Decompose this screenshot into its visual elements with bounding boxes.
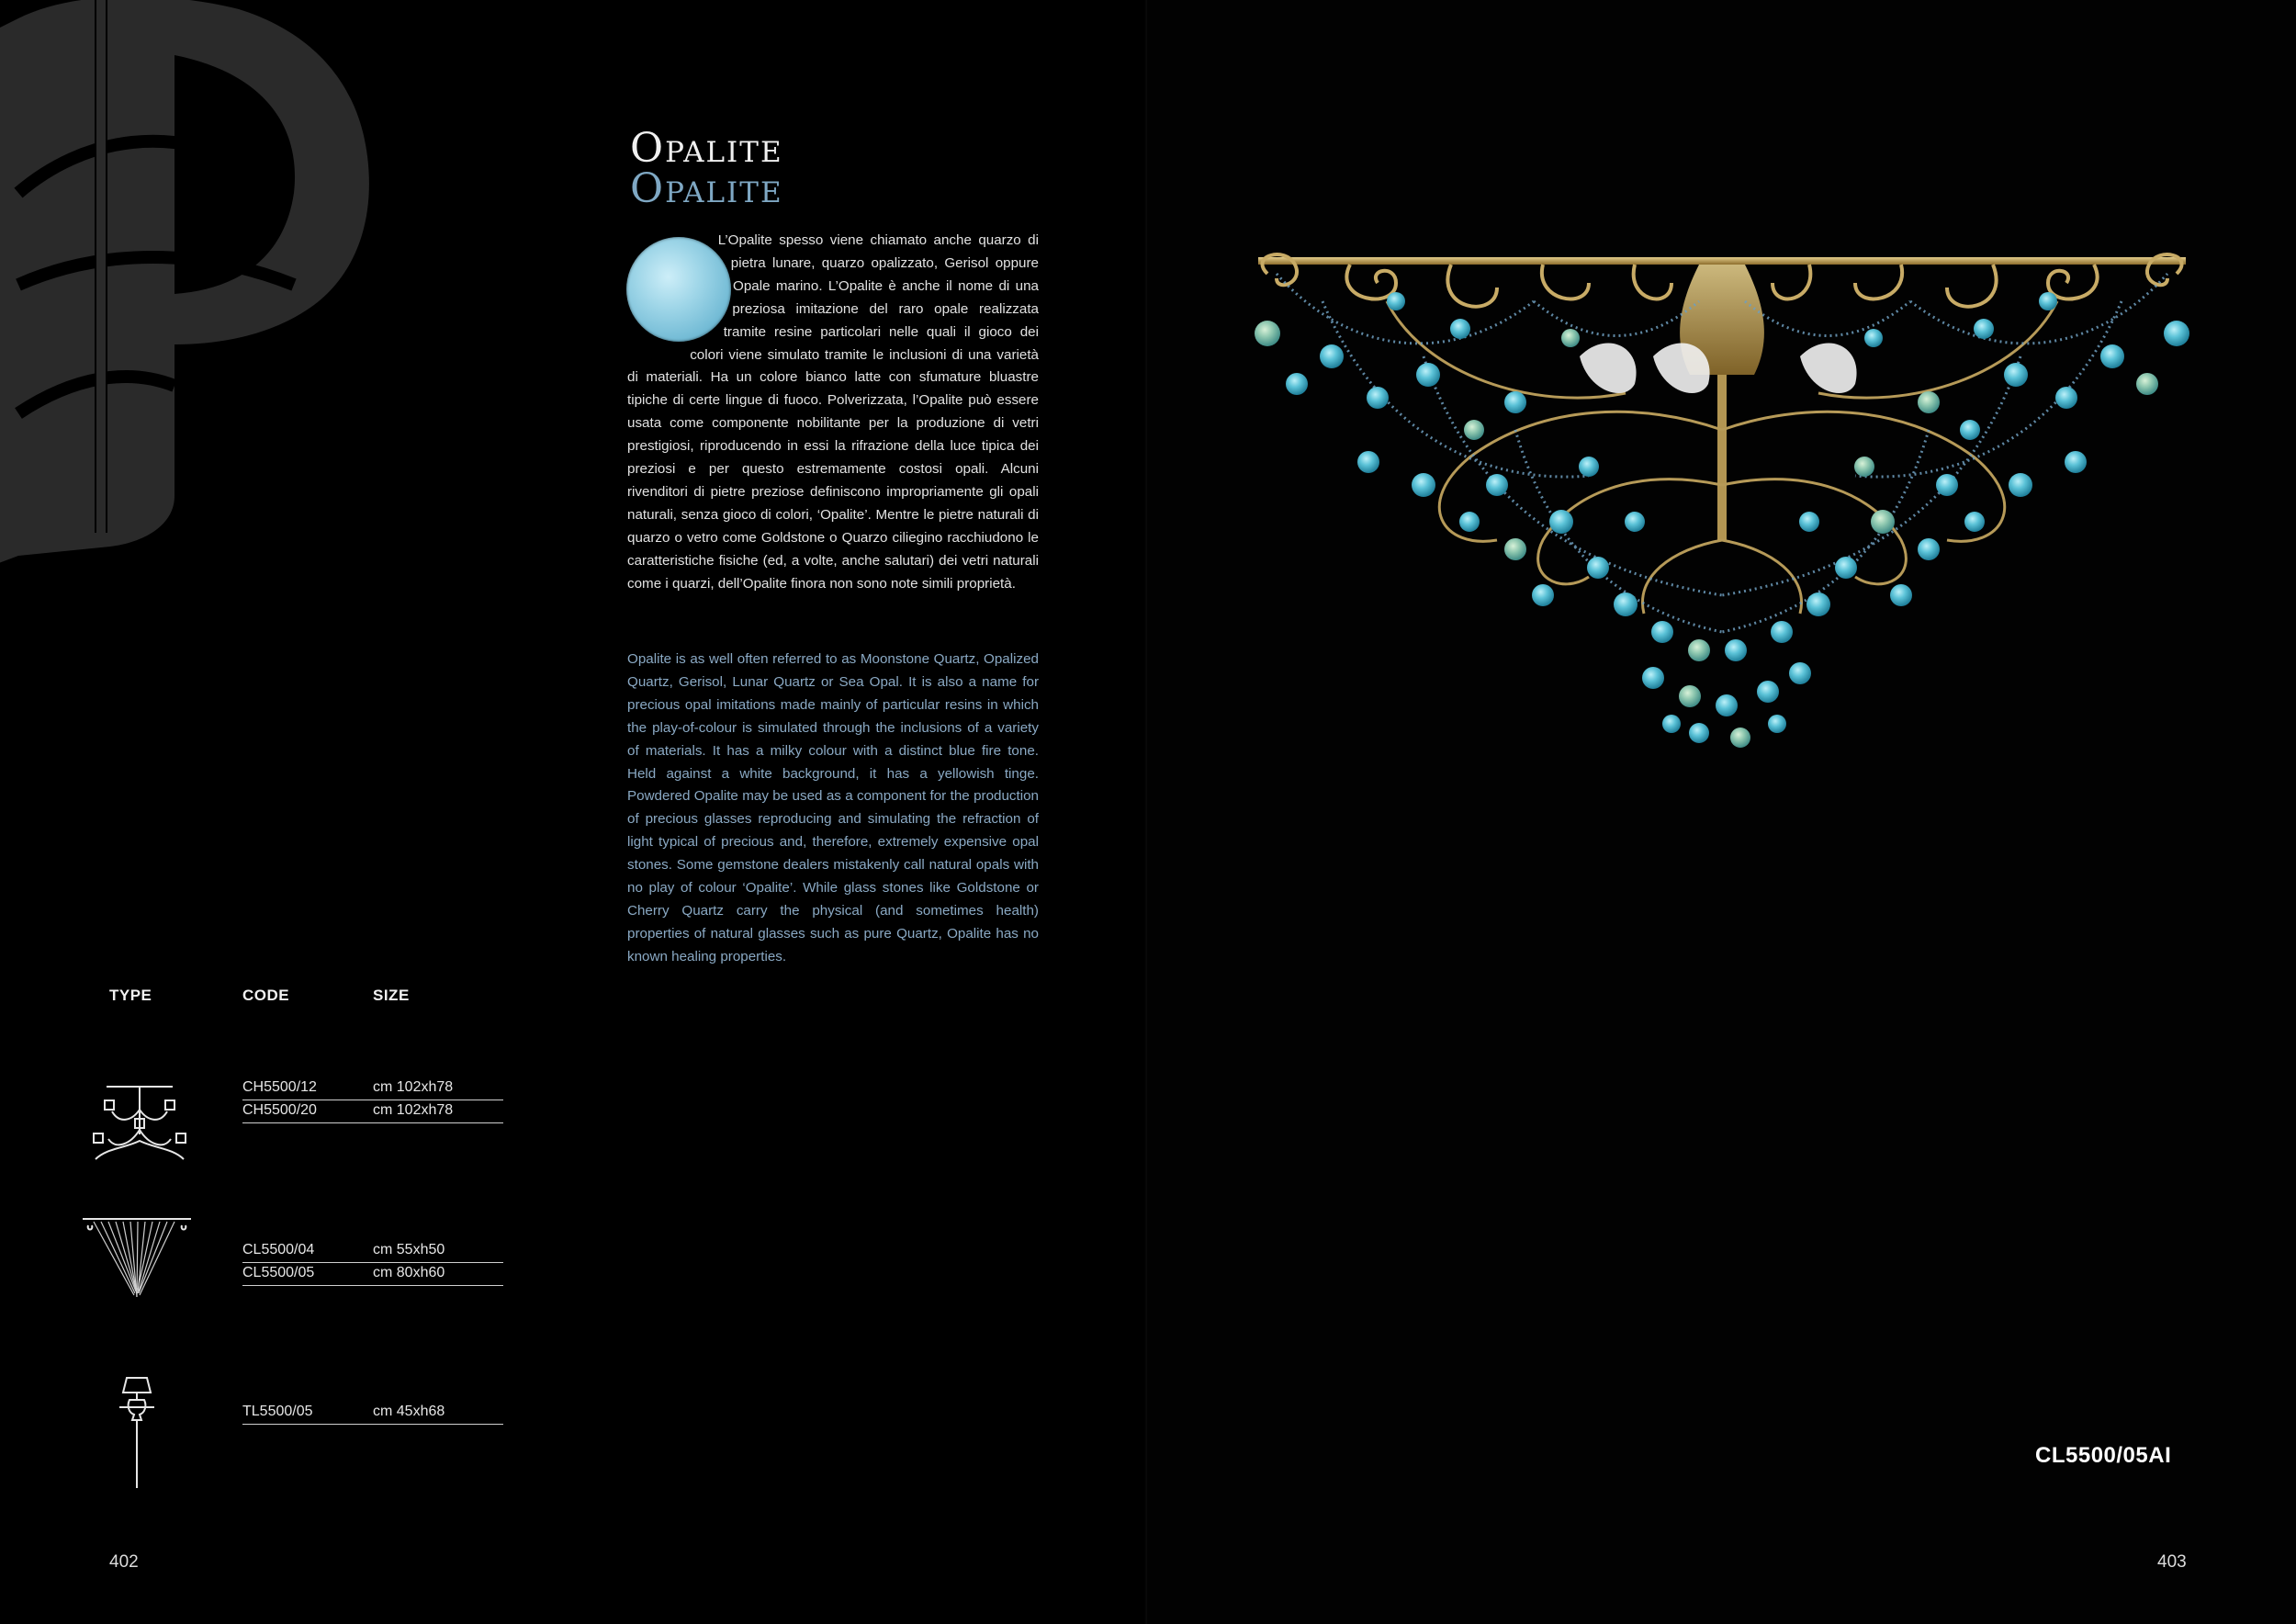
crystal-bead (1387, 292, 1405, 310)
row-code: CH5500/12 (242, 1079, 317, 1095)
page-number-right: 403 (2157, 1552, 2187, 1572)
crystal-bead (1459, 512, 1480, 532)
crystal-bead (2055, 387, 2077, 409)
crystal-bead (1679, 685, 1701, 707)
crystal-bead (1642, 667, 1664, 689)
row-size: cm 45xh68 (373, 1404, 445, 1419)
crystal-bead (1320, 344, 1344, 368)
crystal-bead (1936, 474, 1958, 496)
english-description: Opalite is as well often referred to as Moonstone Quartz, Opalized Quartz, Gerisol, Lunar Quartz or Sea Opal. It is also a name for precious opal imitations made mainly of particular resins in which the play-of-colour is simulated through the inclusions of a variety of materials. It has a milky colour with a distinct blue fire tone. Held against a white background, it has a yellowish tinge. Powdered Opalite may be used as a component for the production of precious glasses reproducing and simulating the refraction of light typical of precious and, therefore, extremely expensive opal stones. Some gemstone dealers mistakenly call natural opals with no play of colour ‘Opalite’. While glass stones like Goldstone or Cherry Quartz carry the physical (and sometimes health) properties of natural glasses such as pure Quartz, Opalite has no known healing properties. (627, 651, 1039, 964)
crystal-bead (1771, 621, 1793, 643)
header-code: CODE (242, 987, 290, 1004)
crystal-bead (1486, 474, 1508, 496)
crystal-bead (1768, 715, 1786, 733)
crystal-bead (2065, 451, 2087, 473)
row-size: cm 80xh60 (373, 1265, 445, 1280)
table-row (242, 1102, 503, 1123)
crystal-bead (1255, 321, 1280, 346)
header-type: TYPE (109, 987, 152, 1004)
crystal-bead (1854, 457, 1874, 477)
title-block (630, 125, 783, 212)
crystal-bead (1286, 373, 1308, 395)
crystal-bead (1890, 584, 1912, 606)
row-size: cm 55xh50 (373, 1242, 445, 1257)
product-code-label: CL5500/05AI (2035, 1443, 2172, 1468)
crystal-bead (1464, 420, 1484, 440)
table-row (242, 1265, 503, 1286)
chandelier-icon (88, 1084, 191, 1167)
crystal-bead (1799, 512, 1819, 532)
crystal-bead (1730, 727, 1750, 748)
row-code: TL5500/05 (242, 1404, 313, 1419)
crystal-bead (1789, 662, 1811, 684)
crystal-bead (1806, 592, 1830, 616)
crystal-bead (1367, 387, 1389, 409)
page-number-left: 402 (109, 1552, 139, 1572)
crystal-bead (1504, 538, 1526, 560)
row-code: CL5500/05 (242, 1265, 315, 1280)
title-italian: Opalite (630, 125, 783, 172)
crystal-bead (1964, 512, 1985, 532)
crystal-bead (1725, 639, 1747, 661)
crystal-bead (2009, 473, 2032, 497)
crystal-bead (1871, 510, 1895, 534)
crystal-bead (1416, 363, 1440, 387)
crystal-bead (2004, 363, 2028, 387)
crystal-bead (1504, 391, 1526, 413)
header-size: SIZE (373, 987, 410, 1004)
crystal-bead (1974, 319, 1994, 339)
crystal-bead (1960, 420, 1980, 440)
row-size: cm 102xh78 (373, 1102, 454, 1118)
crystal-bead (1835, 557, 1857, 579)
table-row (242, 1242, 503, 1263)
crystal-bead (1450, 319, 1470, 339)
row-size: cm 102xh78 (373, 1079, 454, 1095)
crystal-bead (1688, 639, 1710, 661)
decorative-initial-letter (0, 0, 395, 579)
italian-description-text: L’Opalite spesso viene chiamato anche quarzo di pietra lunare, quarzo opalizzato, Gerisol oppure Opale marino. L’Opalite è anche il nome di una preziosa imitazione del raro opale realizzata tramite resine particolari nelle quali il gioco dei colori viene simulato tramite le inclusioni di una varietà di materiali. Ha un colore bianco latte con sfumature bluastre tipiche di certe lingue di fuoco. Polverizzata, l’Opalite può essere usata come componente nobilitante per la produzione di vetri prestigiosi, riproducendo in essi la rifrazione della luce tipica dei preziosi e per questo estremamente costosi opali. Alcuni rivenditori di pietre preziose definiscono impropriamente gli opali naturali, senza gioco di colori, ‘Opalite’. Mentre le pietre naturali di quarzo o vetro come Goldstone o Quarzo ciliegino racchiudono le caratteristiche fisiche (ed, a volte, anche salutari) dei vetri naturali come i quarzi, dell’Opalite finora non sono note simili proprietà. (627, 232, 1039, 592)
crystal-bead (2039, 292, 2057, 310)
crystal-bead (1412, 473, 1435, 497)
right-page (1147, 0, 2296, 1624)
italian-description (627, 230, 1039, 596)
crystal-bead (1662, 715, 1681, 733)
chandelier-product-image (1240, 246, 2204, 761)
title-english: Opalite (630, 165, 783, 212)
row-code: CH5500/20 (242, 1102, 317, 1118)
crystal-bead (1587, 557, 1609, 579)
crystal-bead (1716, 694, 1738, 716)
crystal-bead (2136, 373, 2158, 395)
crystal-bead (1689, 723, 1709, 743)
crystal-bead (1357, 451, 1379, 473)
crystal-bead (1757, 681, 1779, 703)
crystal-bead (1614, 592, 1638, 616)
table-lamp-icon (116, 1374, 158, 1490)
crystal-bead (1918, 391, 1940, 413)
crystal-bead (1579, 457, 1599, 477)
crystal-bead (1532, 584, 1554, 606)
row-code: CL5500/04 (242, 1242, 315, 1257)
left-page (0, 0, 1147, 1624)
crystal-bead (1549, 510, 1573, 534)
crystal-bead (2164, 321, 2189, 346)
table-row (242, 1404, 503, 1425)
crystal-bead (1864, 329, 1883, 347)
crystal-bead (1625, 512, 1645, 532)
ceiling-lamp-icon (81, 1216, 193, 1299)
crystal-bead (1651, 621, 1673, 643)
table-row (242, 1079, 503, 1100)
crystal-bead (1918, 538, 1940, 560)
crystal-bead (2100, 344, 2124, 368)
crystal-bead (1561, 329, 1580, 347)
